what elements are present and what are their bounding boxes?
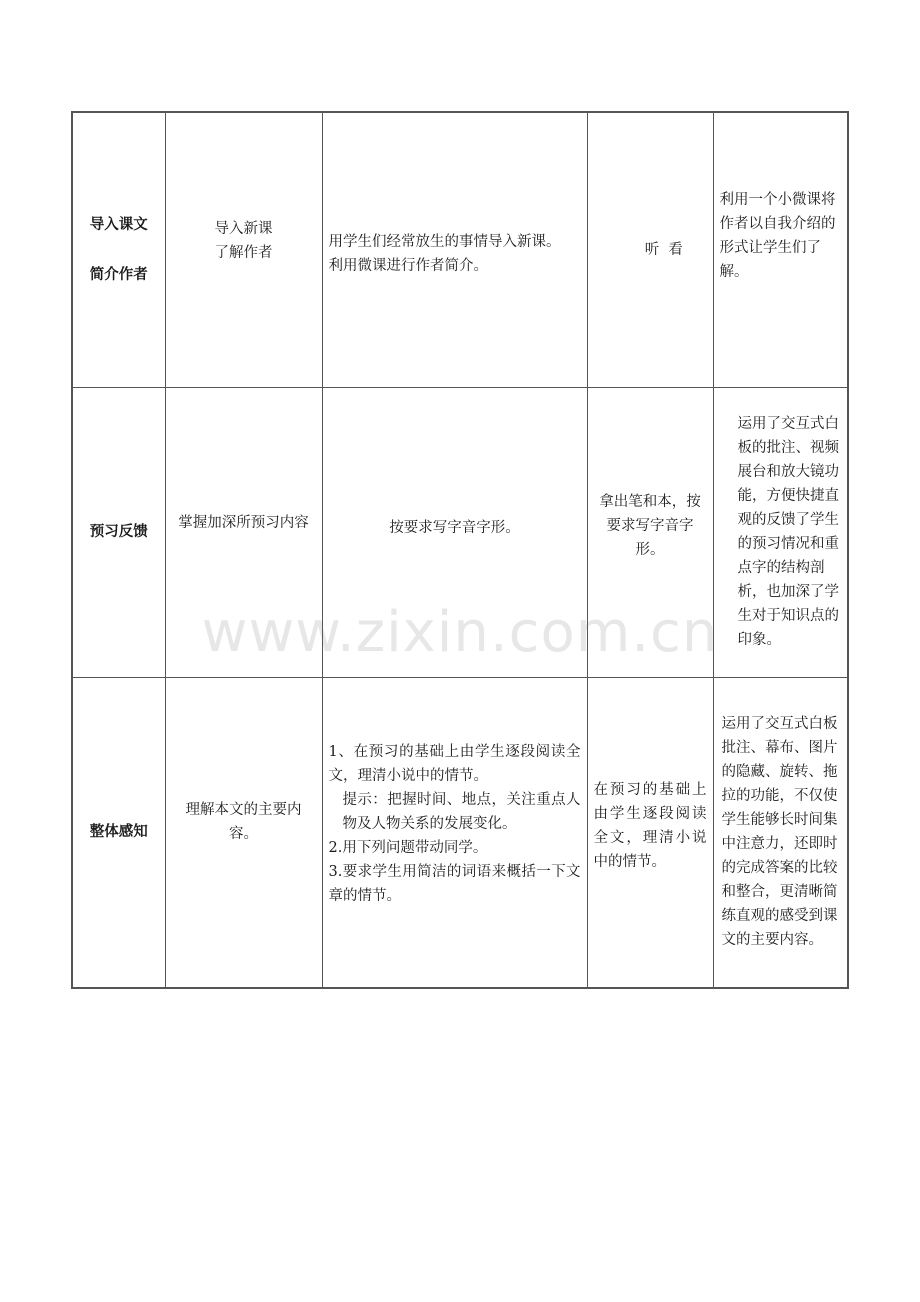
student-activity-cell bbox=[587, 112, 713, 387]
stage-label: 预习反馈 bbox=[89, 524, 148, 540]
stage-label: 导入课文 bbox=[89, 216, 148, 233]
goal-cell bbox=[165, 112, 322, 387]
teacher-activity-cell bbox=[322, 677, 587, 988]
watermark: www.zixin.com.cn bbox=[201, 600, 719, 665]
goal-text: 理解本文的主要内容。 bbox=[185, 802, 302, 843]
technology-cell bbox=[713, 112, 848, 387]
stage-cell bbox=[72, 112, 165, 387]
teacher-activity-text: 1、在预习的基础上由学生逐段阅读全文，理清小说中的情节。 bbox=[328, 744, 581, 785]
teacher-activity-cell bbox=[322, 387, 587, 677]
technology-text: 利用一个小微课将作者以自我介绍的形式让学生们了解。 bbox=[719, 191, 836, 280]
stage-cell bbox=[72, 387, 165, 677]
table-row bbox=[72, 387, 848, 677]
student-activity-text: 听 看 bbox=[644, 241, 683, 258]
teacher-activity-cell bbox=[322, 112, 587, 387]
goal-cell bbox=[165, 387, 322, 677]
stage-label: 整体感知 bbox=[89, 824, 148, 841]
stage-label: 简介作者 bbox=[89, 266, 148, 283]
goal-text: 掌握加深所预习内容 bbox=[178, 515, 309, 531]
goal-text: 导入新课 bbox=[214, 220, 273, 237]
stage-cell bbox=[72, 677, 165, 988]
student-activity-cell bbox=[587, 677, 713, 988]
technology-text: 运用了交互式白板批注、幕布、图片的隐藏、旋转、拖拉的功能，不仅使学生能够长时间集中注意力，还即时的完成答案的比较和整合，更清晰简练直观的感受到课文的主要内容。 bbox=[721, 716, 838, 949]
teacher-activity-text: 提示：把握时间、地点，关注重点人物及人物关系的发展变化。 bbox=[342, 792, 581, 833]
student-activity-cell bbox=[587, 387, 713, 677]
teacher-activity-text: 用学生们经常放生的事情导入新课。 bbox=[328, 233, 561, 250]
goal-text: 了解作者 bbox=[214, 244, 273, 261]
technology-cell bbox=[713, 387, 848, 677]
teacher-activity-text: 利用微课进行作者简介。 bbox=[328, 257, 488, 274]
technology-cell bbox=[713, 677, 848, 988]
teacher-activity-text: 按要求写字音字形。 bbox=[389, 520, 520, 536]
student-activity-text: 在预习的基础上由学生逐段阅读全文，理清小说中的情节。 bbox=[593, 782, 707, 871]
teacher-activity-text: 2.用下列问题带动同学。 bbox=[328, 840, 488, 857]
table-row bbox=[72, 112, 848, 387]
teacher-activity-text: 3.要求学生用简洁的词语来概括一下文章的情节。 bbox=[328, 864, 581, 905]
technology-text: 运用了交互式白板的批注、视频展台和放大镜功能，方便快捷直观的反馈了学生的预习情况和重点字的结构剖析，也加深了学生对于知识点的印象。 bbox=[737, 416, 839, 648]
goal-cell bbox=[165, 677, 322, 988]
student-activity-text: 拿出笔和本，按要求写字音字形。 bbox=[599, 494, 701, 558]
lesson-plan-table bbox=[71, 111, 849, 989]
table-row bbox=[72, 677, 848, 988]
